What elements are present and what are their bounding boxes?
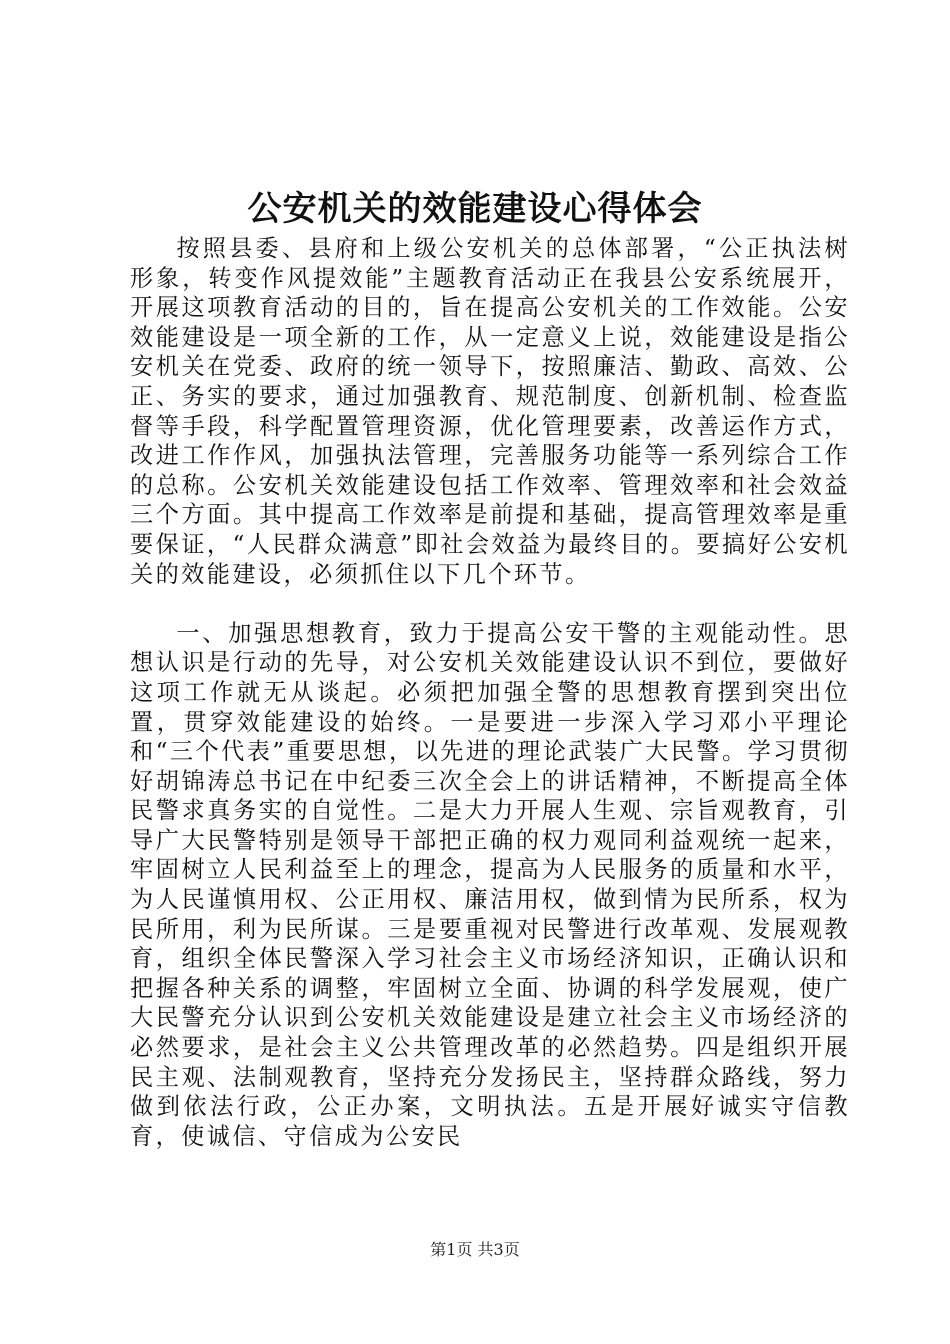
paragraph-section-one: 一、加强思想教育，致力于提高公安干警的主观能动性。思想认识是行动的先导，对公安机关效能建设认识不到位，要做好这项工作就无从谈起。必须把加强全警的思想教育摆到突出位置，贯穿效能建设的始终。一是要进一步深入学习邓小平理论和“三个代表”重要思想，以先进的理论武装广大民警。学习贯彻好胡锦涛总书记在中纪委三次全会上的讲话精神，不断提高全体民警求真务实的自觉性。二是大力开展人生观、宗旨观教育，引导广大民警特别是领导干部把正确的权力观同利益观统一起来，牢固树立人民利益至上的理念，提高为人民服务的质量和水平，为人民谨慎用权、公正用权、廉洁用权，做到情为民所系，权为民所用，利为民所谋。三是要重视对民警进行改革观、发展观教育，组织全体民警深入学习社会主义市场经济知识，正确认识和把握各种关系的调整，牢固树立全面、协调的科学发展观，使广大民警充分认识到公安机关效能建设是建立社会主义市场经济的必然要求，是社会主义公共管理改革的必然趋势。四是组织开展民主观、法制观教育，坚持充分发扬民主，坚持群众路线，努力做到依法行政，公正办案，文明执法。五是开展好诚实守信教育，使诚信、守信成为公安民 [130, 619, 850, 1150]
paragraph-gap [130, 589, 850, 619]
paragraph-intro: 按照县委、县府和上级公安机关的总体部署，“公正执法树形象，转变作风提效能”主题教育活动正在我县公安系统展开，开展这项教育活动的目的，旨在提高公安机关的工作效能。公安效能建设是一项全新的工作，从一定意义上说，效能建设是指公安机关在党委、政府的统一领导下，按照廉洁、勤政、高效、公正、务实的要求，通过加强教育、规范制度、创新机制、检查监督等手段，科学配置管理资源，优化管理要素，改善运作方式，改进工作作风，加强执法管理，完善服务功能等一系列综合工作的总称。公安机关效能建设包括工作效率、管理效率和社会效益三个方面。其中提高工作效率是前提和基础，提高管理效率是重要保证，“人民群众满意”即社会效益为最终目的。要搞好公安机关的效能建设，必须抓住以下几个环节。 [130, 235, 850, 588]
document-body [130, 234, 850, 1151]
document-title: 公安机关的效能建设心得体会 [247, 189, 703, 229]
page-footer: 第1页 共3页 [430, 1240, 520, 1259]
